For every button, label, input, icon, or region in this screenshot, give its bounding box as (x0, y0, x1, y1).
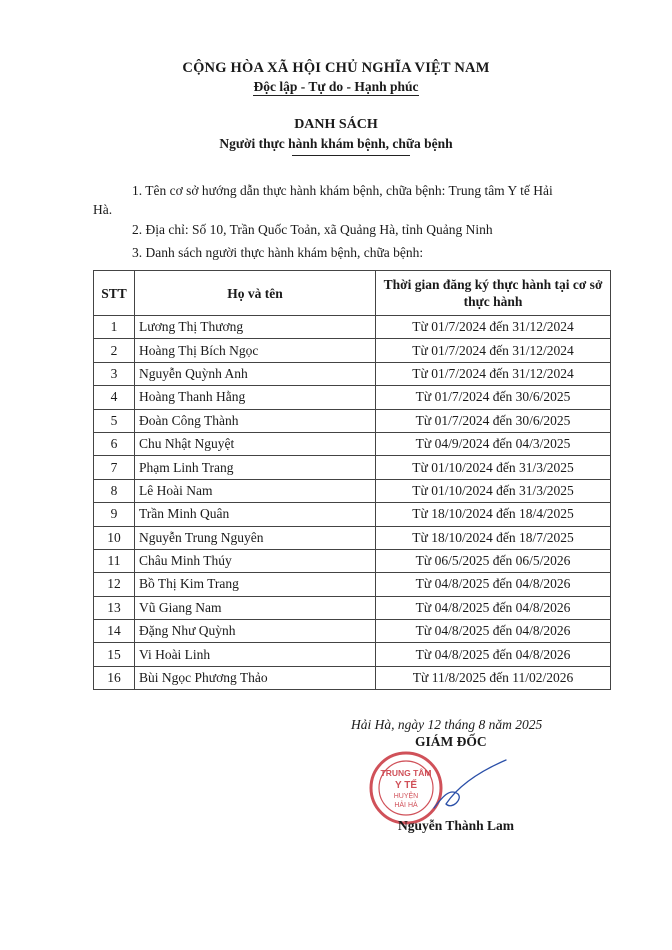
row-name: Chu Nhật Nguyệt (135, 432, 376, 455)
stamp-text-line: HẢI HÀ (394, 802, 418, 809)
row-name: Hoàng Thị Bích Ngọc (135, 339, 376, 362)
row-stt: 8 (94, 479, 135, 502)
row-name: Đặng Như Quỳnh (135, 620, 376, 643)
row-time: Từ 04/8/2025 đến 04/8/2026 (376, 643, 611, 666)
header-time: Thời gian đăng ký thực hành tại cơ sở thực hành (376, 271, 611, 316)
row-time: Từ 01/10/2024 đến 31/3/2025 (376, 456, 611, 479)
table-row (94, 526, 611, 549)
row-time: Từ 01/7/2024 đến 31/12/2024 (376, 316, 611, 339)
row-name: Trần Minh Quân (135, 503, 376, 526)
signature-place-date: Hải Hà, ngày 12 tháng 8 năm 2025 (351, 717, 543, 732)
row-time: Từ 06/5/2025 đến 06/5/2026 (376, 549, 611, 572)
row-name: Vi Hoài Linh (135, 643, 376, 666)
row-name: Lê Hoài Nam (135, 479, 376, 502)
header-name: Họ và tên (135, 271, 376, 316)
row-time: Từ 01/7/2024 đến 30/6/2025 (376, 409, 611, 432)
item-3-list-intro: 3. Danh sách người thực hành khám bệnh, chữa bệnh: (132, 245, 424, 260)
row-name: Hoàng Thanh Hằng (135, 386, 376, 409)
table-row (94, 386, 611, 409)
official-stamp-icon (368, 746, 508, 826)
row-stt: 1 (94, 316, 135, 339)
row-name: Châu Minh Thúy (135, 549, 376, 572)
table-row (94, 432, 611, 455)
stamp-text-line: TRUNG TÂM (380, 768, 432, 778)
row-name: Nguyễn Quỳnh Anh (135, 362, 376, 385)
table-row (94, 409, 611, 432)
table-row (94, 620, 611, 643)
row-time: Từ 18/10/2024 đến 18/7/2025 (376, 526, 611, 549)
table-row (94, 643, 611, 666)
row-stt: 15 (94, 643, 135, 666)
subtitle-divider (292, 155, 410, 156)
stamp-text-line: Y TẾ (394, 780, 418, 791)
header-stt: STT (94, 271, 135, 316)
row-name: Đoàn Công Thành (135, 409, 376, 432)
row-stt: 7 (94, 456, 135, 479)
row-time: Từ 18/10/2024 đến 18/4/2025 (376, 503, 611, 526)
row-stt: 14 (94, 620, 135, 643)
signature-role: GIÁM ĐỐC (415, 734, 487, 749)
row-name: Bồ Thị Kim Trang (135, 573, 376, 596)
row-stt: 5 (94, 409, 135, 432)
row-time: Từ 11/8/2025 đến 11/02/2026 (376, 666, 611, 689)
row-time: Từ 04/8/2025 đến 04/8/2026 (376, 620, 611, 643)
table-row (94, 666, 611, 689)
row-name: Nguyễn Trung Nguyên (135, 526, 376, 549)
row-stt: 3 (94, 362, 135, 385)
row-name: Lương Thị Thương (135, 316, 376, 339)
table-row (94, 316, 611, 339)
row-stt: 10 (94, 526, 135, 549)
row-stt: 2 (94, 339, 135, 362)
practitioner-table (93, 270, 611, 690)
table-row (94, 503, 611, 526)
row-time: Từ 04/8/2025 đến 04/8/2026 (376, 573, 611, 596)
stamp-text-line: HUYỆN (393, 793, 419, 800)
table-row (94, 362, 611, 385)
stamp-seal (371, 753, 441, 823)
row-name: Vũ Giang Nam (135, 596, 376, 619)
table-body (94, 316, 611, 690)
national-name-heading: CỘNG HÒA XÃ HỘI CHỦ NGHĨA VIỆT NAM (182, 60, 490, 76)
row-time: Từ 01/7/2024 đến 30/6/2025 (376, 386, 611, 409)
row-name: Phạm Linh Trang (135, 456, 376, 479)
table-row (94, 596, 611, 619)
row-time: Từ 04/9/2024 đến 04/3/2025 (376, 432, 611, 455)
table-row (94, 549, 611, 572)
row-time: Từ 01/7/2024 đến 31/12/2024 (376, 362, 611, 385)
row-stt: 9 (94, 503, 135, 526)
document-title: DANH SÁCH (294, 117, 378, 132)
row-stt: 11 (94, 549, 135, 572)
table-header-row (94, 271, 611, 316)
table-row (94, 573, 611, 596)
item-2-address: 2. Địa chỉ: Số 10, Trần Quốc Toản, xã Quảng Hà, tỉnh Quảng Ninh (132, 222, 493, 237)
motto-text: Độc lập - Tự do - Hạnh phúc (253, 79, 419, 94)
row-time: Từ 01/7/2024 đến 31/12/2024 (376, 339, 611, 362)
row-time: Từ 04/8/2025 đến 04/8/2026 (376, 596, 611, 619)
table-row (94, 479, 611, 502)
row-time: Từ 01/10/2024 đến 31/3/2025 (376, 479, 611, 502)
row-stt: 12 (94, 573, 135, 596)
national-motto (0, 79, 672, 95)
table-row (94, 339, 611, 362)
table-row (94, 456, 611, 479)
handwritten-signature-icon (434, 760, 506, 808)
item-1-continuation: Hà. (93, 202, 113, 217)
row-stt: 4 (94, 386, 135, 409)
row-stt: 13 (94, 596, 135, 619)
row-stt: 6 (94, 432, 135, 455)
item-1-text: 1. Tên cơ sở hướng dẫn thực hành khám bệnh, chữa bệnh: Trung tâm Y tế Hải (132, 183, 553, 198)
signer-name: Nguyễn Thành Lam (398, 818, 515, 833)
document-subtitle: Người thực hành khám bệnh, chữa bệnh (219, 136, 453, 151)
row-name: Bùi Ngọc Phương Thảo (135, 666, 376, 689)
row-stt: 16 (94, 666, 135, 689)
